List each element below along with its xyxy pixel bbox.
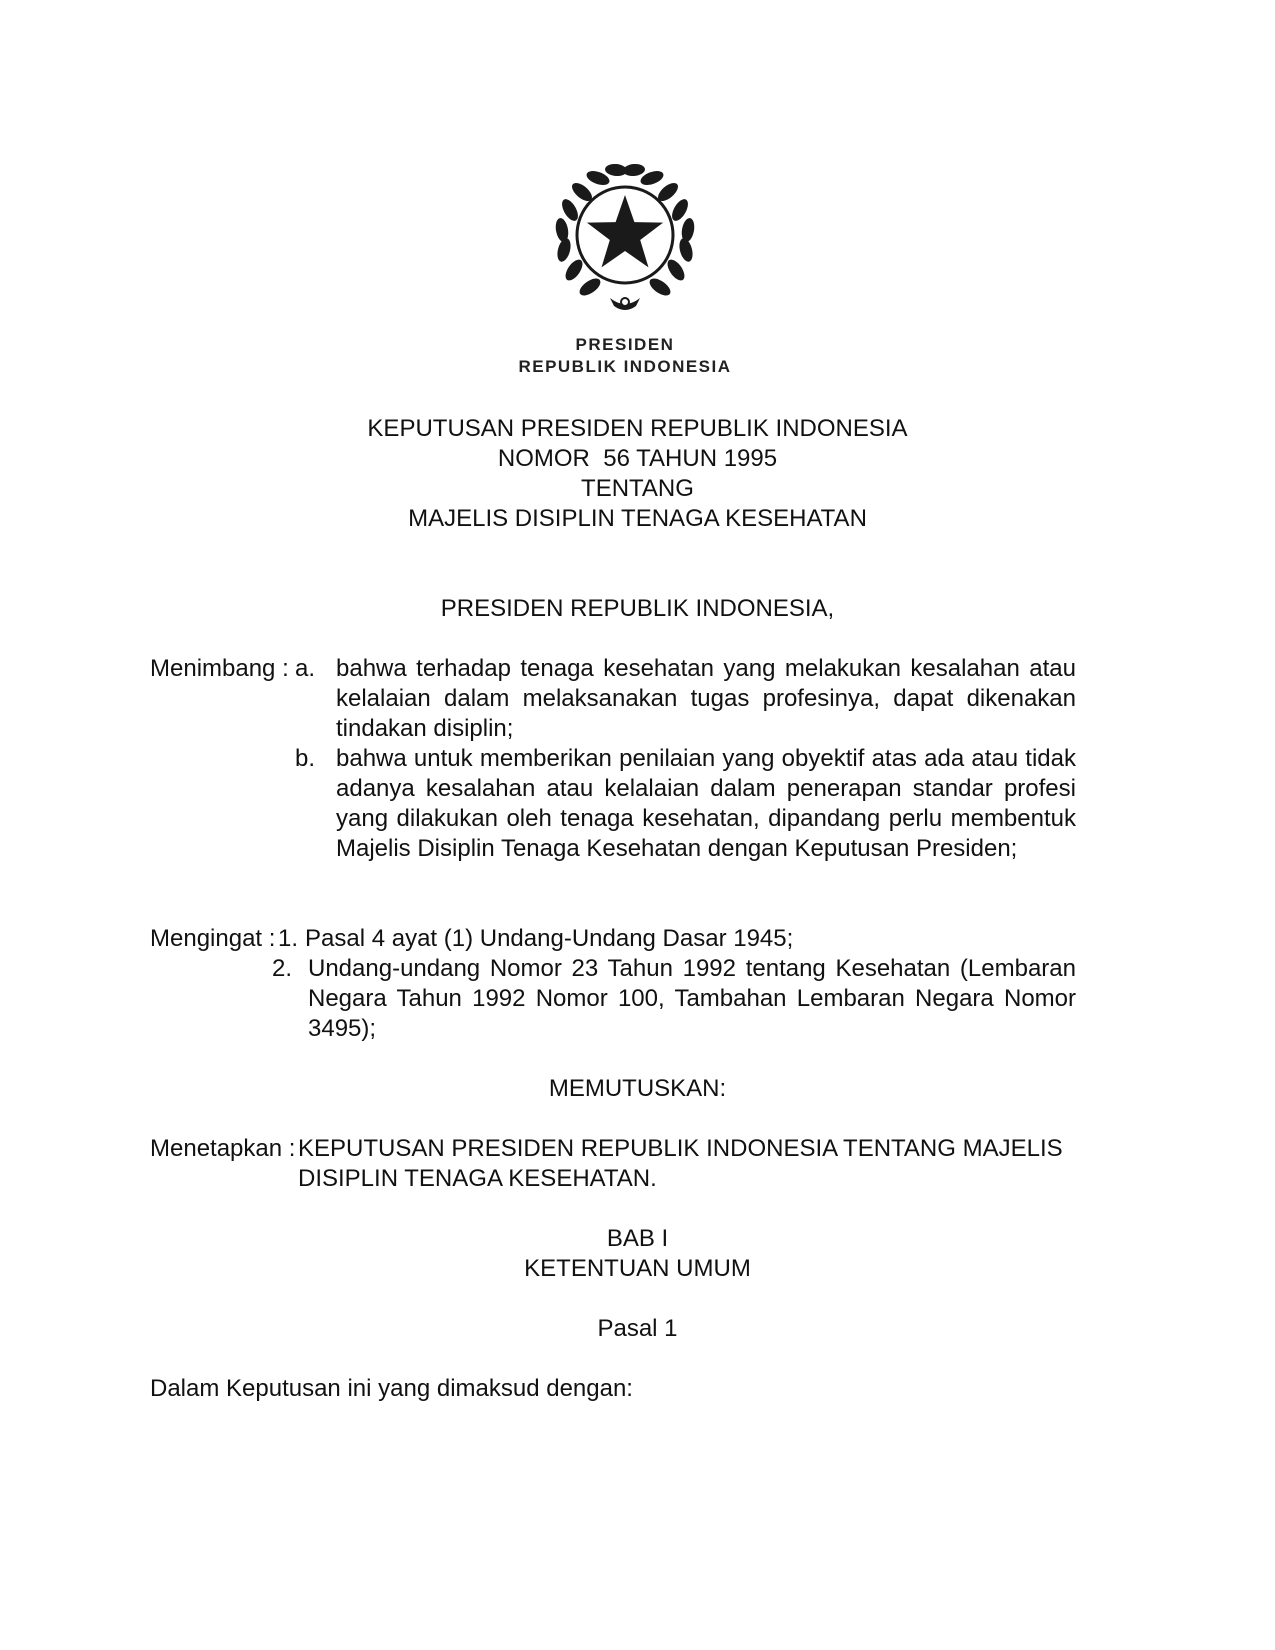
mengingat-label: Mengingat : [150,925,276,952]
pasal-heading: Pasal 1 [597,1315,678,1342]
bab-title: KETENTUAN UMUM [524,1255,751,1282]
presidential-emblem-icon [540,150,710,320]
menetapkan-label: Menetapkan : [150,1135,296,1162]
menimbang-item-a-text: bahwa terhadap tenaga kesehatan yang melakukan kesalahan atau kelalaian dalam melaksanakan tugas profesinya, dapat dikenakan tindakan disiplin; [336,655,1076,742]
memutuskan-heading: MEMUTUSKAN: [548,1075,727,1102]
emblem-caption-line1: PRESIDEN [575,335,675,354]
president-line: PRESIDEN REPUBLIK INDONESIA, [440,595,835,622]
title-line-1: KEPUTUSAN PRESIDEN REPUBLIK INDONESIA [367,415,908,442]
mengingat-item-2-marker: 2. [272,955,293,982]
menimbang-item-b-marker: b. [295,745,316,772]
title-line-2: NOMOR 56 TAHUN 1995 [497,445,778,472]
mengingat-item-1-text: Pasal 4 ayat (1) Undang-Undang Dasar 1945; [305,925,794,952]
emblem-caption-line2: REPUBLIK INDONESIA [518,357,732,376]
menimbang-item-b-text: bahwa untuk memberikan penilaian yang obyektif atas ada atau tidak adanya kesalahan atau kelalaian dalam penerapan standar profesi yang dilakukan oleh tenaga kesehatan, dipandang perlu membentuk Majelis Disiplin Tenaga Kesehatan dengan Keputusan Presiden; [336,745,1076,862]
menimbang-item-a-marker: a. [295,655,316,682]
mengingat-item-2-text: Undang-undang Nomor 23 Tahun 1992 tentang Kesehatan (Lembaran Negara Tahun 1992 Nomor 100, Tambahan Lembaran Negara Nomor 3495); [308,955,1076,1042]
title-line-3: TENTANG [581,475,694,502]
bab-number: BAB I [606,1225,669,1252]
title-line-4: MAJELIS DISIPLIN TENAGA KESEHATAN [408,505,867,532]
emblem-caption [480,334,770,378]
mengingat-item-1-marker: 1. [278,925,299,952]
menimbang-label: Menimbang : [150,655,289,682]
menetapkan-text: KEPUTUSAN PRESIDEN REPUBLIK INDONESIA TENTANG MAJELIS DISIPLIN TENAGA KESEHATAN. [298,1135,1063,1192]
closing-sentence: Dalam Keputusan ini yang dimaksud dengan: [150,1375,633,1402]
decree-title [0,414,1275,534]
